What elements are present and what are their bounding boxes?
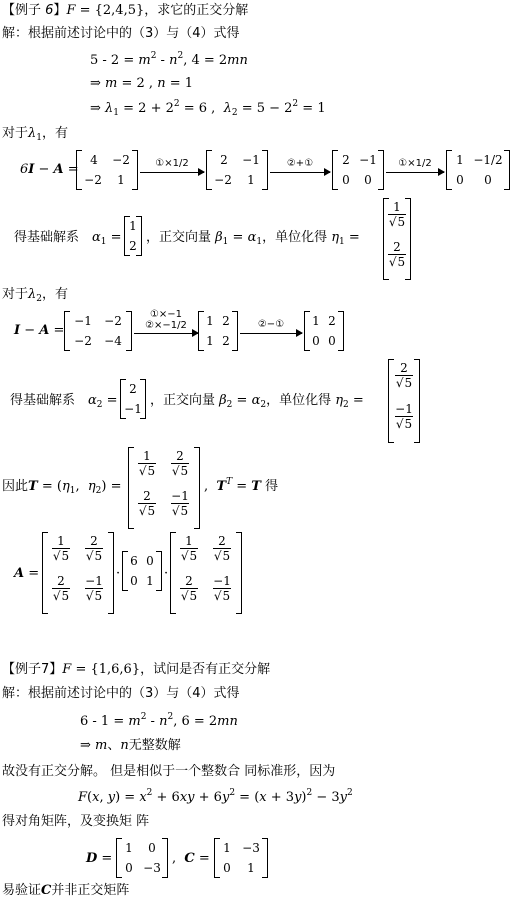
T-definition: 因此$T = (\eta_1$, $\eta_2$) = [2, 479, 122, 496]
basis1-text: 得基础解系 [14, 230, 80, 245]
op-label-2: ②+① [286, 158, 314, 169]
eq2: ⇒ m = 2 , n = 1 [90, 76, 193, 91]
for-lambda2: 对于$\lambda_2$，有 [2, 287, 69, 304]
lhs2: I − A = [14, 323, 65, 338]
alpha2-label: $\alpha_2$ = [88, 393, 118, 410]
matrix-n1: −1 −2 −2 −4 [64, 311, 132, 351]
op-label-4: ①×−1 ②×−1/2 [145, 309, 187, 331]
T-matrix-left: $\frac{1}{√5}$ $\frac{2}{√5}$ $\frac{2}{√5}$ $\frac{-1}{√5}$ [42, 532, 114, 614]
example7-solution-intro: 解：根据前述讨论中的（3）与（4）式得 [2, 686, 240, 701]
example6-header: 【例子 6】F = {2,4,5}，求它的正交分解 [2, 3, 249, 18]
ex7-eq1: $6 - 1 = m^2 - n^2$, 6 = 2mn [80, 712, 238, 729]
ex7-diag-text: 得对角矩阵，及变换矩 阵 [2, 814, 150, 829]
C-matrix: 1 −3 0 1 [214, 838, 268, 878]
orth2: ，正交向量 $\beta_2 = \alpha_2$，单位化得 $\eta_2$ = [150, 393, 364, 410]
diag-matrix: 6 0 0 1 [122, 551, 162, 591]
for-lambda1: 对于$\lambda_1$，有 [2, 126, 69, 143]
ex7-final: 易验证C并非正交矩阵 [2, 883, 130, 898]
matrix-m4: 1 −1/2 0 0 [446, 150, 510, 190]
op-label-1: ①×1/2 [155, 158, 189, 169]
eq1: $5 - 2 = m^2 - n^2$, 4 = 2mn [90, 51, 248, 68]
basis2-text: 得基础解系 [10, 393, 76, 408]
orth1: ，正交向量 $\beta_1 = \alpha_1$，单位化得 $\eta_1$ = [146, 230, 360, 247]
alpha1-label: $\alpha_1$ = [92, 230, 122, 247]
arrow-op4 [134, 333, 198, 334]
alpha2-vector: 2 −1 [120, 379, 146, 419]
T-matrix-right: $\frac{1}{√5}$ $\frac{2}{√5}$ $\frac{2}{√5}$ $\frac{-1}{√5}$ [170, 532, 242, 614]
ex7-conclusion: 故没有正交分解。 但是相似于一个整数合 同标准形，因为 [2, 764, 336, 779]
lhs1: 6I − A = [20, 162, 79, 177]
arrow-op1 [140, 172, 204, 173]
arrow-op3 [386, 172, 444, 173]
T-transpose: , $T^T = T$ 得 [204, 477, 279, 494]
example6-solution-intro: 解：根据前述讨论中的（3）与（4）式得 [2, 26, 240, 41]
D-label: D = [86, 851, 113, 866]
eta2-vector: $\frac{2}{√5}$ $\frac{-1}{√5}$ [388, 359, 420, 443]
T-matrix: $\frac{1}{√5}$ $\frac{2}{√5}$ $\frac{2}{√5}$ $\frac{-1}{√5}$ [128, 447, 200, 529]
ex7-Fxy: F(x, $y) = x^2 + 6xy + 6y^2 = (x + 3y)^2 - 3y^2$ [78, 788, 353, 805]
C-label: , C = [172, 851, 210, 866]
arrow-op2 [270, 172, 330, 173]
A-label: A = [14, 566, 40, 581]
arrow-op5 [240, 333, 302, 334]
eta1-vector: $\frac{1}{√5}$ $\frac{2}{√5}$ [383, 198, 411, 280]
D-matrix: 1 0 0 −3 [116, 838, 168, 878]
matrix-n3: 1 2 0 0 [304, 311, 344, 351]
example7-header: 【例子7】F = {1,6,6}，试问是否有正交分解 [2, 662, 271, 677]
op-label-5: ②−① [257, 319, 285, 330]
matrix-m2: 2 −1 −2 1 [206, 150, 268, 190]
eq3: ⇒ $\lambda_1 = 2 + 2^2 = 6$ , $\lambda_2 = 5 - 2^2 = 1$ [90, 99, 326, 118]
matrix-m3: 2 −1 0 0 [332, 150, 384, 190]
alpha1-vector: 1 2 [124, 216, 142, 256]
ex7-eq2: ⇒ m、n无整数解 [80, 738, 181, 753]
op-label-3: ①×1/2 [398, 158, 432, 169]
matrix-m1: 4 −2 −2 1 [76, 150, 138, 190]
matrix-n2: 1 2 1 2 [198, 311, 238, 351]
